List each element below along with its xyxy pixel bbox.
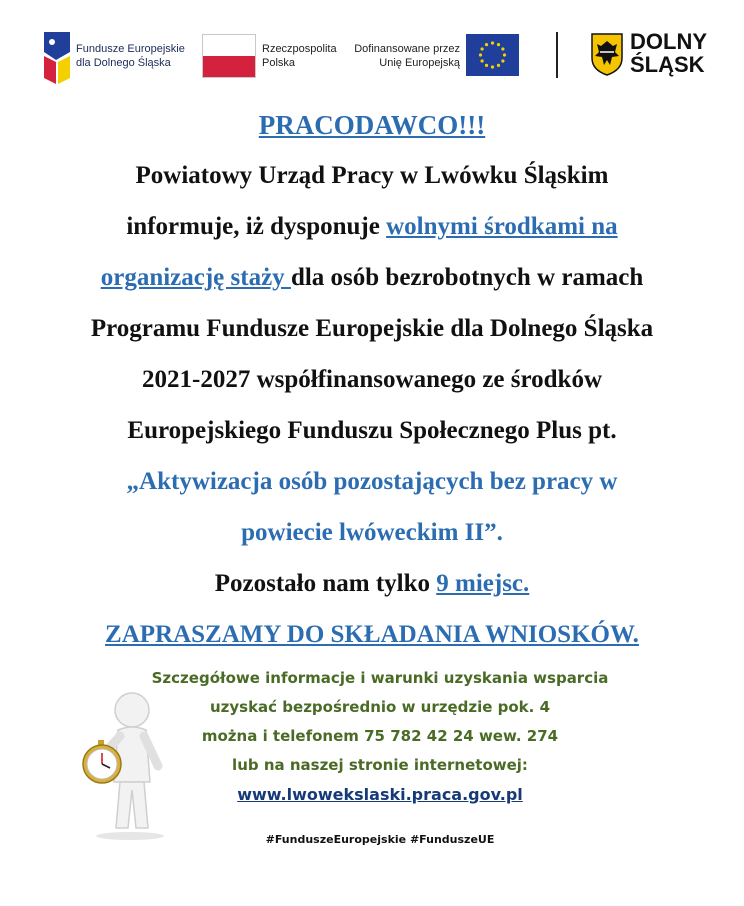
fundusze-europejskie-logo-icon (42, 30, 72, 86)
title-row (20, 102, 724, 153)
hashtags: #FunduszeEuropejskie #FunduszeUE (265, 833, 495, 846)
dolny-slask-crest-icon (590, 32, 624, 76)
project-name-line-2: powiecie lwóweckim II”. (241, 519, 503, 546)
pl-logo-line-1: Rzeczpospolita (262, 43, 337, 55)
info-row-3: można i telefonem 75 782 42 24 wew. 274 (201, 727, 559, 745)
announcement-line-2-text: informuje, iż dysponuje (126, 213, 387, 240)
website-row (100, 781, 660, 810)
logo-bar (0, 0, 744, 100)
fe-logo-line-1: Fundusze Europejskie (76, 43, 185, 55)
remaining-places-link[interactable]: 9 miejsc. (436, 570, 530, 597)
announcement-line-4: Programu Fundusze Europejskie dla Dolnego Śląska (90, 315, 654, 342)
pl-logo-text (262, 42, 337, 70)
pl-logo-line-2: Polska (262, 57, 296, 69)
free-funds-link[interactable]: wolnymi środkami na (386, 213, 618, 240)
announcement-line-5: 2021-2027 współfinansowanego ze środków (142, 366, 602, 393)
info-row-1: Szczegółowe informacje i warunki uzyskania wsparcia (151, 669, 609, 687)
announcement (20, 102, 724, 663)
cta-row (20, 612, 724, 663)
eu-logo-text (352, 42, 460, 70)
eu-flag-icon (466, 34, 519, 76)
fe-logo-text (76, 42, 185, 70)
announcement-line-3 (20, 255, 724, 306)
fe-logo-line-2: dla Dolnego Śląska (76, 57, 171, 69)
announcement-line-6: Europejskiego Funduszu Społecznego Plus pt. (127, 417, 617, 444)
apply-cta-link[interactable]: ZAPRASZAMY DO SKŁADANIA WNIOSKÓW. (105, 621, 639, 648)
project-name-line-1: „Aktywizacja osób pozostających bez pracy w (126, 468, 618, 495)
contact-info (100, 665, 660, 810)
internships-link[interactable]: organizację staży (100, 264, 291, 291)
eu-logo-line-2: Unię Europejską (379, 57, 460, 69)
announcement-line-2 (20, 204, 724, 255)
announcement-line-1: Powiatowy Urząd Pracy w Lwówku Śląskim (135, 162, 609, 189)
polish-flag-icon (202, 34, 256, 78)
remaining-places-text: Pozostało nam tylko (214, 570, 437, 597)
eu-logo-line-1: Dofinansowane przez (354, 43, 460, 55)
remaining-places-line (20, 561, 724, 612)
announcement-line-3-text: dla osób bezrobotnych w ramach (290, 264, 644, 291)
logo-divider (556, 32, 558, 78)
announcement-title: PRACODAWCO!!! (258, 110, 486, 140)
info-row-4: lub na naszej stronie internetowej: (232, 756, 528, 774)
website-link[interactable]: www.lwowekslaski.praca.gov.pl (237, 785, 523, 804)
info-row-2: uzyskać bezpośrednio w urzędzie pok. 4 (209, 698, 551, 716)
ds-logo-line-2: ŚLĄSK (630, 52, 705, 77)
ds-logo-line-1: DOLNY (630, 29, 707, 54)
dolny-slask-logo-text (630, 30, 707, 76)
